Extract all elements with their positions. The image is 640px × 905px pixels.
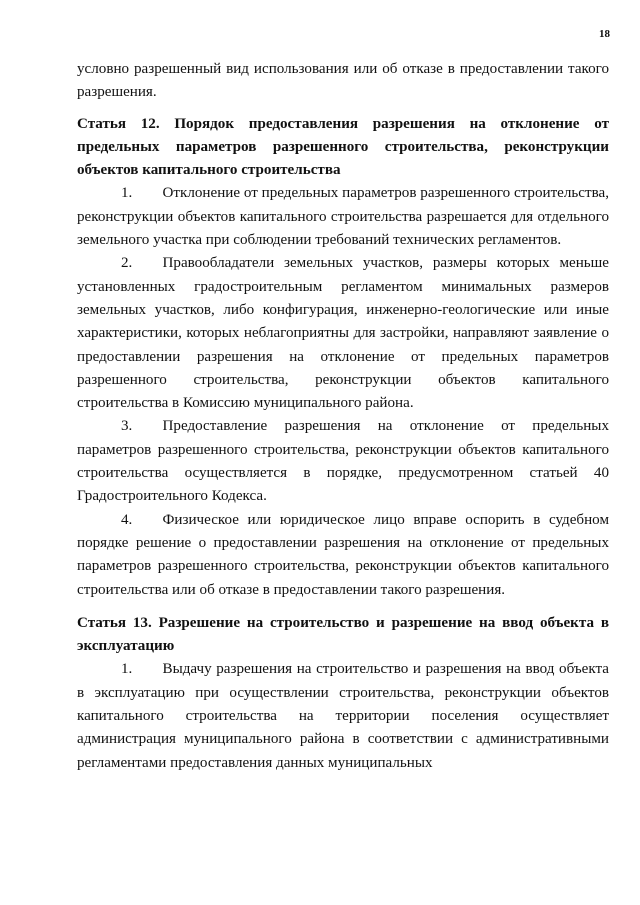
article-12-item-3: 3. Предоставление разрешения на отклонение от предельных параметров разрешенного строительства, реконструкции объектов капитального строительства осуществляется в порядке, предусмотренном статьей 40 Градостроительного Кодекса. — [77, 418, 609, 505]
article-13-item-1: 1. Выдачу разрешения на строительство и разрешения на ввод объекта в эксплуатацию при осуществлении строительства, реконструкции объектов капитального строительства на территории поселения осуществляет администрация муниципального района в соответствии с административными регламентами предоставления данных муниципальных — [77, 661, 609, 771]
article-12-item-1: 1. Отклонение от предельных параметров разрешенного строительства, реконструкции объектов капитального строительства разрешается для отдельного земельного участка при соблюдении требований технических регламентов. — [77, 185, 609, 249]
article-12-item-2: 2. Правообладатели земельных участков, размеры которых меньше установленных градостроительным регламентом минимальных размеров земельных участков, либо конфигурация, инженерно-геологические или иные характеристики, которых неблагоприятны для застройки, направляют заявление о предоставлении разрешения на отклонение от предельных параметров разрешенного строительства, реконструкции объектов капитального строительства в Комиссию муниципального района. — [77, 255, 609, 412]
document-body — [77, 58, 609, 775]
article-12-heading: Статья 12. Порядок предоставления разрешения на отклонение от предельных параметров разрешенного строительства, реконструкции объектов капитального строительства — [77, 115, 609, 179]
continuation-paragraph: условно разрешенный вид использования или об отказе в предоставлении такого разрешения. — [77, 61, 609, 101]
article-13-heading: Статья 13. Разрешение на строительство и разрешение на ввод объекта в эксплуатацию — [77, 614, 609, 655]
article-12-item-4: 4. Физическое или юридическое лицо вправе оспорить в судебном порядке решение о предоставлении разрешения на отклонение от предельных параметров разрешенного строительства, реконструкции объектов капитального строительства или об отказе в предоставлении такого разрешения. — [77, 511, 609, 598]
page-number: 18 — [599, 28, 610, 40]
